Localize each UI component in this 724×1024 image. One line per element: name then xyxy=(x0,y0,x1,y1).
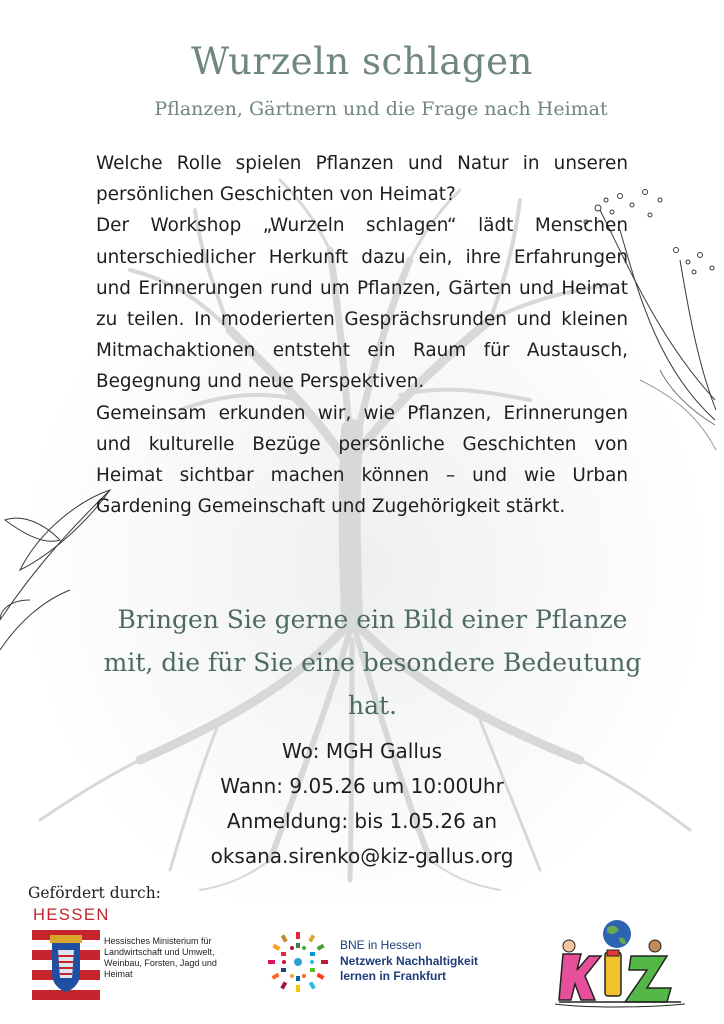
ministry-line: Weinbau, Forsten, Jagd und xyxy=(104,958,217,968)
event-registration: Anmeldung: bis 1.05.26 an xyxy=(226,809,498,833)
ministry-line: Heimat xyxy=(104,969,133,979)
hessen-crest-icon xyxy=(32,930,100,1002)
hessen-wordmark: HESSEN xyxy=(33,906,110,924)
bne-network-text xyxy=(340,938,478,985)
ministry-name xyxy=(104,936,239,980)
event-details xyxy=(0,734,724,874)
bne-line: BNE in Hessen xyxy=(340,938,422,952)
funded-by-label: Gefördert durch: xyxy=(28,884,161,902)
event-date: Wann: 9.05.26 um 10:00Uhr xyxy=(220,774,504,798)
paragraph-intro: Welche Rolle spielen Pflanzen und Natur in unseren persönlichen Geschichten von Heimat? xyxy=(96,153,628,206)
paragraph-workshop: Der Workshop „Wurzeln schlagen“ lädt Menschen unterschiedlicher Herkunft dazu ein, ihre Erfahrungen und Erinnerungen rund um Pflanzen, Gärten und Heimat zu teilen. In moderierten Gesprächsrunden und kleinen Mitmachaktionen entsteht ein Raum für Austausch, Begegnung und neue Perspektiven. xyxy=(96,215,628,393)
event-location: Wo: MGH Gallus xyxy=(281,739,443,763)
page-title: Wurzeln schlagen xyxy=(191,40,533,83)
bne-line: lernen in Frankfurt xyxy=(340,969,447,983)
kiz-logo-icon xyxy=(555,916,685,1008)
bne-logo-icon xyxy=(266,930,330,994)
ministry-line: Landwirtschaft und Umwelt, xyxy=(104,947,215,957)
contact-email[interactable]: oksana.sirenko@kiz-gallus.org xyxy=(210,844,514,868)
paragraph-together: Gemeinsam erkunden wir, wie Pflanzen, Erinnerungen und kulturelle Bezüge persönliche Geschichten von Heimat sichtbar machen können – und wie Urban Gardening Gemeinschaft und Zugehörigkeit stärkt. xyxy=(96,402,628,518)
callout-bring-picture: Bringen Sie gerne ein Bild einer Pflanze mit, die für Sie eine besondere Bedeutung hat. xyxy=(103,605,642,720)
page-subtitle: Pflanzen, Gärtnern und die Frage nach Heimat xyxy=(154,98,608,120)
bne-line: Netzwerk Nachhaltigkeit xyxy=(340,953,479,968)
ministry-line: Hessisches Ministerium für xyxy=(104,936,212,946)
workshop-description xyxy=(96,148,628,522)
